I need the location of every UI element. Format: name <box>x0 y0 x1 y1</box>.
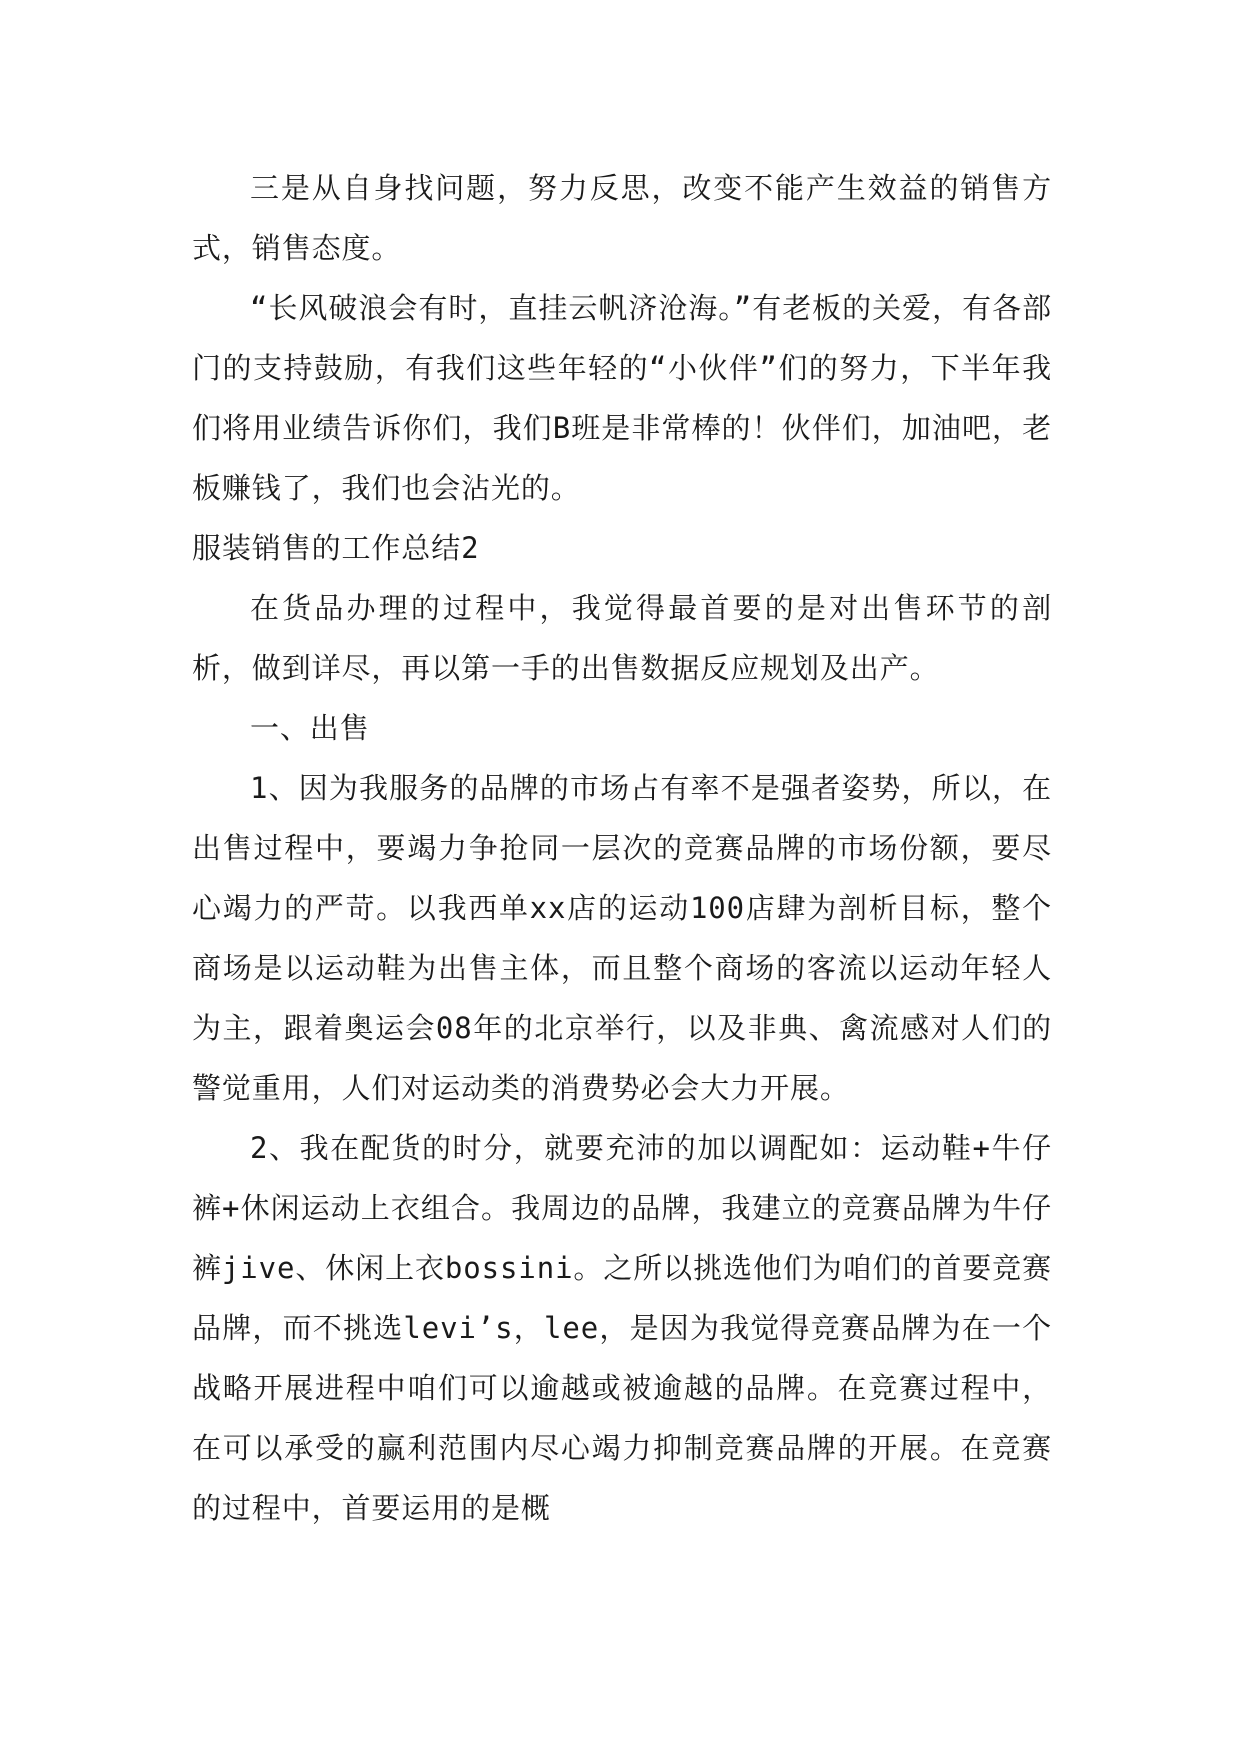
subheading-sales: 一、出售 <box>250 711 370 745</box>
paragraph-point-2: 2、我在配货的时分，就要充沛的加以调配如：运动鞋+牛仔裤+休闲运动上衣组合。我周边的品牌，我建立的竞赛品牌为牛仔裤jive、休闲上衣bossini。之所以挑选他们为咱们的首要竞赛品牌，而不挑选levi’s，lee，是因为我觉得竞赛品牌为在一个战略开展进程中咱们可以逾越或被逾越的品牌。在竞赛过程中，在可以承受的赢利范围内尽心竭力抑制竞赛品牌的开展。在竞赛的过程中，首要运用的是概 <box>192 1131 1052 1525</box>
document-body <box>192 158 1052 1538</box>
paragraph-intro: 在货品办理的过程中，我觉得最首要的是对出售环节的剖析，做到详尽，再以第一手的出售数据反应规划及出产。 <box>192 591 1052 685</box>
paragraph-self-reflection: 三是从自身找问题，努力反思，改变不能产生效益的销售方式，销售态度。 <box>192 171 1052 265</box>
paragraph-point-1: 1、因为我服务的品牌的市场占有率不是强者姿势，所以，在出售过程中，要竭力争抢同一层次的竞赛品牌的市场份额，要尽心竭力的严苛。以我西单xx店的运动100店肆为剖析目标，整个商场是以运动鞋为出售主体，而且整个商场的客流以运动年轻人为主，跟着奥运会08年的北京举行，以及非典、禽流感对人们的警觉重用，人们对运动类的消费势必会大力开展。 <box>192 771 1052 1105</box>
section-heading: 服装销售的工作总结2 <box>192 531 480 565</box>
paragraph-encouragement: “长风破浪会有时，直挂云帆济沧海。”有老板的关爱，有各部门的支持鼓励，有我们这些年轻的“小伙伴”们的努力，下半年我们将用业绩告诉你们，我们B班是非常棒的！伙伴们，加油吧，老板赚钱了，我们也会沾光的。 <box>192 291 1052 505</box>
